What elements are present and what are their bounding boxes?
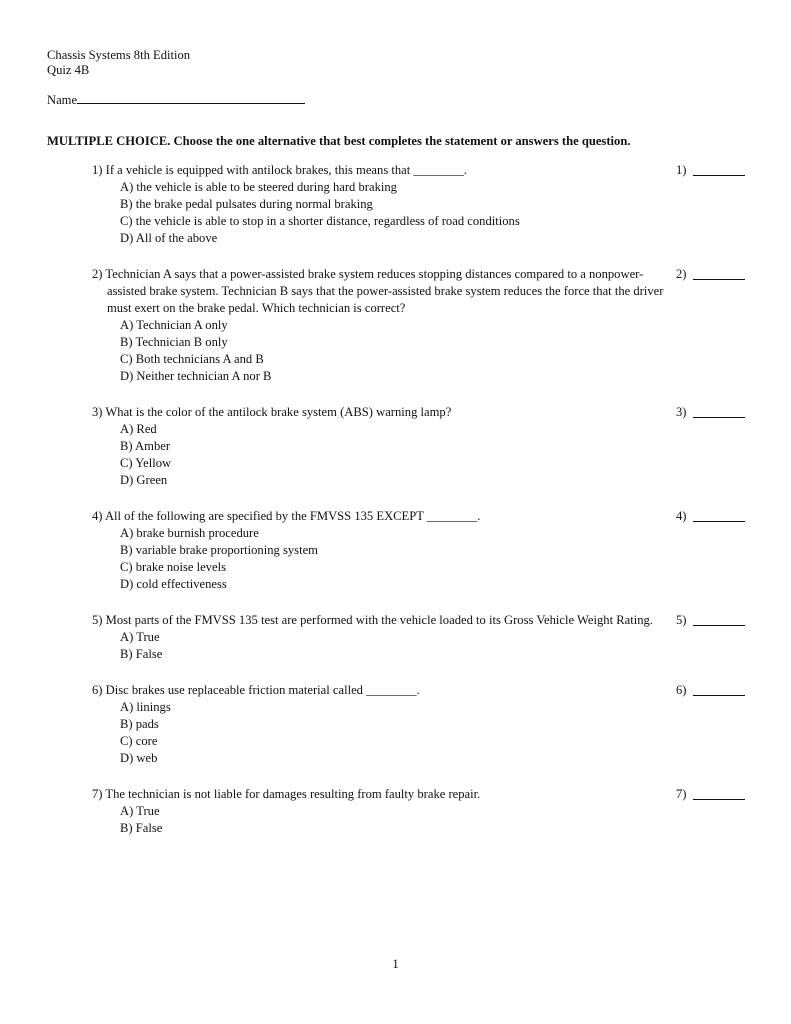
answer-option[interactable]: D) Green [120, 473, 168, 487]
answer-option[interactable]: D) cold effectiveness [120, 577, 227, 591]
section-heading: MULTIPLE CHOICE. Choose the one alternative that best completes the statement or answers the question. [47, 134, 631, 148]
question-1 [92, 162, 748, 247]
name-field[interactable] [47, 92, 305, 108]
answer-option[interactable]: D) Neither technician A nor B [120, 369, 272, 383]
question-2 [92, 266, 748, 385]
answer-option[interactable]: B) the brake pedal pulsates during normal braking [120, 197, 373, 211]
answer-blank-line[interactable] [693, 279, 745, 280]
document-title: Chassis Systems 8th Edition [47, 48, 191, 62]
answer-option[interactable]: D) web [120, 751, 158, 765]
answer-number: 1) [676, 163, 687, 177]
answer-blank-line[interactable] [693, 521, 745, 522]
question-text: 6) Disc brakes use replaceable friction material called ________. [92, 683, 420, 697]
answer-option[interactable]: A) True [120, 804, 160, 818]
answer-blank-line[interactable] [693, 799, 745, 800]
page-number: 1 [392, 957, 399, 971]
answer-option[interactable]: C) Both technicians A and B [120, 352, 264, 366]
answer-option[interactable]: A) True [120, 630, 160, 644]
answer-option[interactable]: C) core [120, 734, 158, 748]
answer-blank-line[interactable] [693, 625, 745, 626]
question-5 [92, 612, 748, 663]
answer-option[interactable]: B) pads [120, 717, 159, 731]
answer-number: 6) [676, 683, 687, 697]
question-7 [92, 786, 748, 837]
answer-number: 2) [676, 267, 687, 281]
answer-number: 4) [676, 509, 687, 523]
question-6 [92, 682, 748, 767]
answer-option[interactable]: C) brake noise levels [120, 560, 226, 574]
question-text: 4) All of the following are specified by the FMVSS 135 EXCEPT ________. [92, 509, 481, 523]
question-text: 3) What is the color of the antilock brake system (ABS) warning lamp? [92, 405, 452, 419]
answer-option[interactable]: C) the vehicle is able to stop in a shorter distance, regardless of road conditions [120, 214, 520, 228]
name-label: Name [47, 93, 78, 107]
answer-option[interactable]: A) the vehicle is able to be steered during hard braking [120, 180, 397, 194]
answer-option[interactable]: A) linings [120, 700, 171, 714]
answer-option[interactable]: A) Technician A only [120, 318, 228, 332]
answer-blank-line[interactable] [693, 695, 745, 696]
quiz-label: Quiz 4B [47, 63, 90, 77]
answer-option[interactable]: D) All of the above [120, 231, 218, 245]
answer-number: 7) [676, 787, 687, 801]
question-text: 2) Technician A says that a power-assisted brake system reduces stopping distances compared to a nonpower-assisted brake system. Technician B says that the power-assisted brake system reduces the force that the driver must exert on the brake pedal. Which technician is correct? [92, 267, 664, 315]
answer-option[interactable]: B) False [120, 821, 163, 835]
answer-option[interactable]: C) Yellow [120, 456, 172, 470]
answer-option[interactable]: A) brake burnish procedure [120, 526, 259, 540]
question-list [92, 162, 748, 856]
question-text: 1) If a vehicle is equipped with antilock brakes, this means that ________. [92, 163, 467, 177]
answer-option[interactable]: B) Technician B only [120, 335, 228, 349]
answer-option[interactable]: B) False [120, 647, 163, 661]
answer-option[interactable]: A) Red [120, 422, 157, 436]
answer-blank-line[interactable] [693, 417, 745, 418]
answer-number: 5) [676, 613, 687, 627]
answer-blank-line[interactable] [693, 175, 745, 176]
question-4 [92, 508, 748, 593]
answer-option[interactable]: B) Amber [120, 439, 171, 453]
answer-number: 3) [676, 405, 687, 419]
question-text: 7) The technician is not liable for damages resulting from faulty brake repair. [92, 787, 481, 801]
question-3 [92, 404, 748, 489]
name-blank-line[interactable] [77, 92, 305, 104]
answer-option[interactable]: B) variable brake proportioning system [120, 543, 318, 557]
question-text: 5) Most parts of the FMVSS 135 test are performed with the vehicle loaded to its Gross Vehicle Weight Rating. [92, 613, 653, 627]
